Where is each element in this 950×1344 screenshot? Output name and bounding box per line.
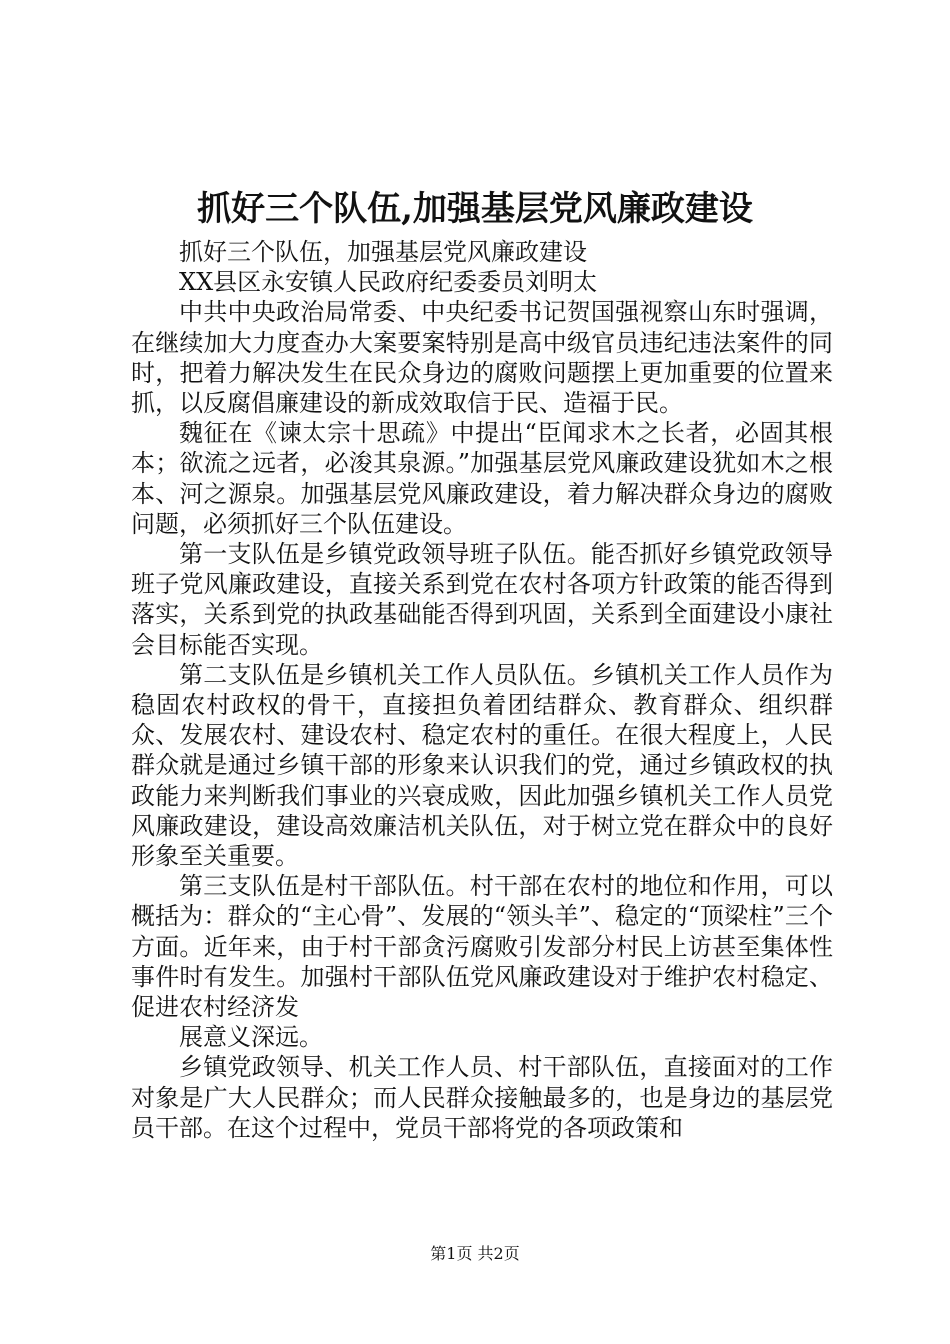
document-title: 抓好三个队伍,加强基层党风廉政建设 — [197, 189, 753, 229]
paragraph: 中共中央政治局常委、中央纪委书记贺国强视察山东时强调，在继续加大力度查办大案要案特别是高中级官员违纪违法案件的同时，把着力解决发生在民众身边的腐败问题摆上更加重要的位置来抓，以反腐倡廉建设的新成效取信于民、造福于民。 — [131, 298, 833, 418]
paragraph: 第三支队伍是村干部队伍。村干部在农村的地位和作用，可以概括为：群众的“主心骨”、发展的“领头羊”、稳定的“顶梁柱”三个方面。近年来，由于村干部贪污腐败引发部分村民上访甚至集体性事件时有发生。加强村干部队伍党风廉政建设对于维护农村稳定、促进农村经济发 — [131, 872, 833, 1022]
paragraph: 展意义深远。 — [179, 1023, 323, 1052]
page-footer: 第1页 共2页 — [430, 1244, 520, 1263]
paragraph: 第二支队伍是乡镇机关工作人员队伍。乡镇机关工作人员作为稳固农村政权的骨干，直接担负着团结群众、教育群众、组织群众、发展农村、建设农村、稳定农村的重任。在很大程度上，人民群众就是通过乡镇干部的形象来认识我们的党，通过乡镇政权的执政能力来判断我们事业的兴衰成败，因此加强乡镇机关工作人员党风廉政建设，建设高效廉洁机关队伍，对于树立党在群众中的良好形象至关重要。 — [131, 660, 833, 871]
paragraph: 第一支队伍是乡镇党政领导班子队伍。能否抓好乡镇党政领导班子党风廉政建设，直接关系到党在农村各项方针政策的能否得到落实，关系到党的执政基础能否得到巩固，关系到全面建设小康社会目标能否实现。 — [131, 540, 833, 659]
document-body — [131, 237, 833, 1143]
author-line: XX县区永安镇人民政府纪委委员刘明太 — [179, 268, 598, 297]
paragraph: 乡镇党政领导、机关工作人员、村干部队伍，直接面对的工作对象是广大人民群众；而人民群众接触最多的，也是身边的基层党员干部。在这个过程中，党员干部将党的各项政策和 — [131, 1053, 833, 1142]
document-subtitle: 抓好三个队伍，加强基层党风廉政建设 — [179, 238, 587, 266]
paragraph: 魏征在《谏太宗十思疏》中提出“臣闻求木之长者，必固其根本；欲流之远者，必浚其泉源。”加强基层党风廉政建设犹如木之根本、河之源泉。加强基层党风廉政建设，着力解决群众身边的腐败问题，必须抓好三个队伍建设。 — [131, 419, 833, 538]
